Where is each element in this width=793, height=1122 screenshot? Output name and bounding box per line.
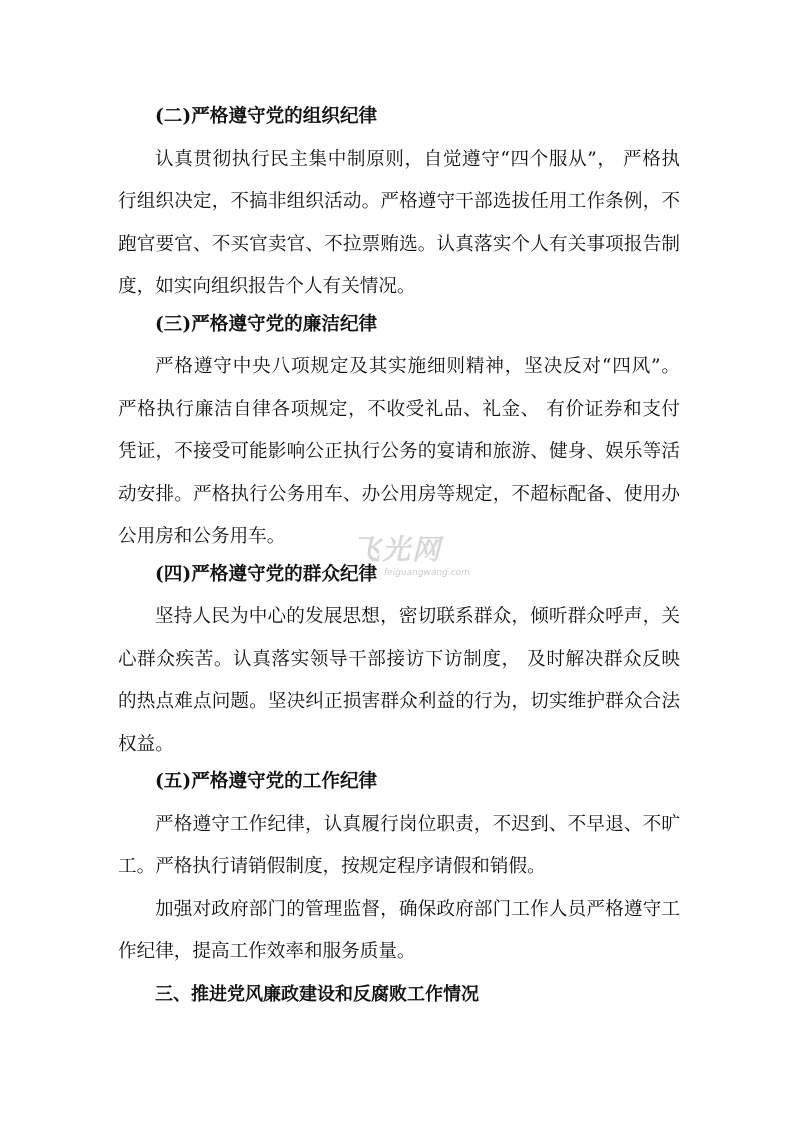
- paragraph: [118, 889, 680, 974]
- watermark-url-text: feiguangwang.com: [384, 568, 470, 578]
- paragraph: [118, 346, 680, 559]
- text-line: 凭证，不接受可能影响公正执行公务的宴请和旅游、健身、娱乐等活: [118, 441, 680, 462]
- document-page: [118, 96, 680, 1016]
- text-line: 行组织决定，不搞非组织活动。严格遵守干部选拔任用工作条例，不: [118, 191, 680, 212]
- text-line: 工。严格执行请销假制度，按规定程序请假和销假。: [118, 856, 546, 877]
- text-line: 权益。: [118, 733, 174, 755]
- text-line: 坚持人民为中心的发展思想，密切联系群众，倾听群众呼声，关: [155, 606, 680, 627]
- section-heading: (四)严格遵守党的群众纪律: [155, 563, 378, 585]
- paragraph: [118, 596, 680, 766]
- text-line: 加强对政府部门的管理监督，确保政府部门工作人员严格遵守工: [155, 898, 680, 920]
- text-line: 作纪律，提高工作效率和服务质量。: [118, 941, 416, 962]
- section-heading: (五)严格遵守党的工作纪律: [155, 771, 378, 792]
- text-line: 严格遵守工作纪律，认真履行岗位职责，不迟到、不早退、不旷: [155, 813, 680, 835]
- watermark-logo-text: 飞光网: [352, 533, 443, 566]
- text-line: 跑官要官、不买官卖官、不拉票贿选。认真落实个人有关事项报告制: [118, 233, 680, 255]
- text-line: 度，如实向组织报告个人有关情况。: [118, 276, 416, 297]
- paragraph: [118, 804, 680, 889]
- text-line: 严格执行廉洁自律各项规定，不收受礼品、礼金、 有价证券和支付: [118, 398, 680, 420]
- text-line: 心群众疾苦。认真落实领导干部接访下访制度， 及时解决群众反映: [118, 648, 680, 670]
- section-heading: (三)严格遵守党的廉洁纪律: [155, 313, 378, 335]
- text-line: 的热点难点问题。坚决纠正损害群众利益的行为，切实维护群众合法: [118, 691, 680, 712]
- chapter-heading: 三、推进党风廉政建设和反腐败工作情况: [155, 983, 479, 1005]
- section-heading: (二)严格遵守党的组织纪律: [155, 106, 378, 127]
- paragraph: [118, 139, 680, 309]
- text-line: 动安排。严格执行公务用车、办公用房等规定，不超标配备、使用办: [118, 483, 680, 505]
- text-line: 严格遵守中央八项规定及其实施细则精神，坚决反对“四风”。: [155, 356, 680, 377]
- text-line: 公用房和公务用车。: [118, 526, 286, 547]
- text-line: 认真贯彻执行民主集中制原则，自觉遵守“四个服从”， 严格执: [155, 148, 680, 170]
